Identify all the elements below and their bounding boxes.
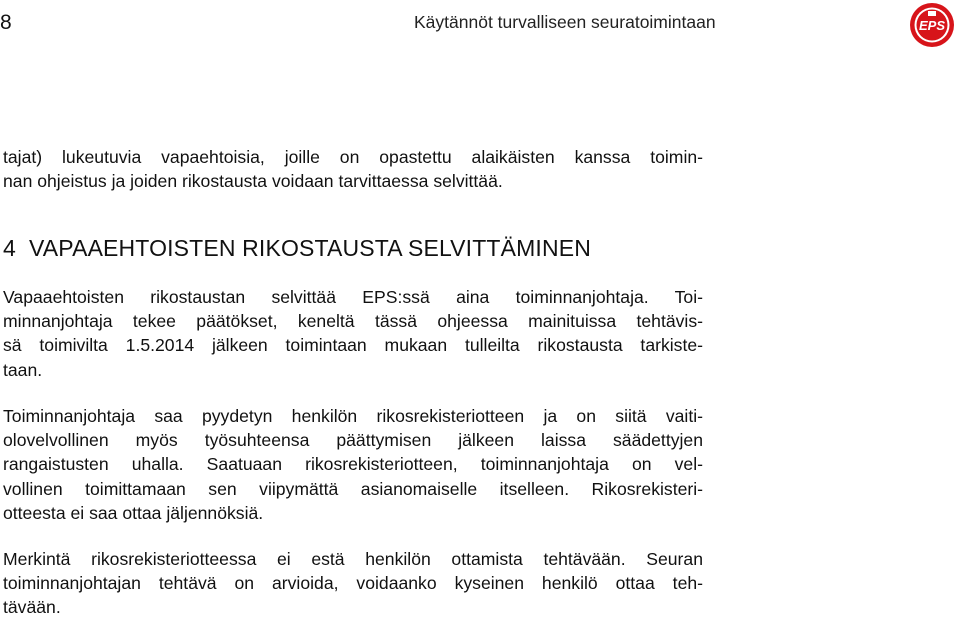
text-line: sä toimivilta 1.5.2014 jälkeen toimintaan mukaan tulleilta rikostausta tarkiste-	[3, 335, 703, 356]
page-number: 8	[0, 11, 12, 34]
text-line: otteesta ei saa ottaa jäljennöksiä.	[3, 502, 264, 523]
text-line: tävään.	[3, 597, 61, 618]
logo-text: EPS	[918, 18, 946, 33]
text-line: Merkintä rikosrekisteriotteessa ei estä henkilön ottamista tehtävään. Seuran	[3, 549, 703, 569]
eps-club-logo-icon	[909, 2, 955, 48]
text-line: Vapaaehtoisten rikostaustan selvittää EPS:ssä aina toiminnanjohtaja. Toi-	[3, 287, 703, 307]
paragraph-2	[3, 404, 703, 525]
text-line: vollinen toimittamaan sen viipymättä asianomaiselle itselleen. Rikosrekisteri-	[3, 478, 703, 499]
logo-emblem	[928, 11, 936, 16]
text-line: toiminnanjohtajan tehtävä on arvioida, voidaanko kyseinen henkilö ottaa teh-	[3, 573, 703, 594]
text-line: taan.	[3, 359, 43, 380]
text-line: Toiminnanjohtaja saa pyydetyn henkilön rikosrekisteriotteen ja on siitä vaiti-	[3, 406, 703, 426]
text-line: nan ohjeistus ja joiden rikostausta voidaan tarvittaessa selvittää.	[3, 171, 503, 192]
text-line: tajat) lukeutuvia vapaehtoisia, joille on opastettu alaikäisten kanssa toimin-	[3, 147, 703, 167]
text-line: olovelvollinen myös työsuhteensa päättymisen jälkeen laissa säädettyjen	[3, 430, 703, 451]
continuation-paragraph	[3, 145, 703, 193]
section-heading: 4 VAPAAEHTOISTEN RIKOSTAUSTA SELVITTÄMINEN	[3, 235, 591, 261]
paragraph-3	[3, 547, 703, 620]
running-title: Käytännöt turvalliseen seuratoimintaan	[414, 12, 716, 32]
paragraph-1	[3, 285, 703, 382]
text-line: minnanjohtaja tekee päätökset, keneltä tässä ohjeessa mainituissa tehtävis-	[3, 311, 703, 332]
text-line: rangaistusten uhalla. Saatuaan rikosrekisteriotteen, toiminnanjohtaja on vel-	[3, 454, 703, 475]
